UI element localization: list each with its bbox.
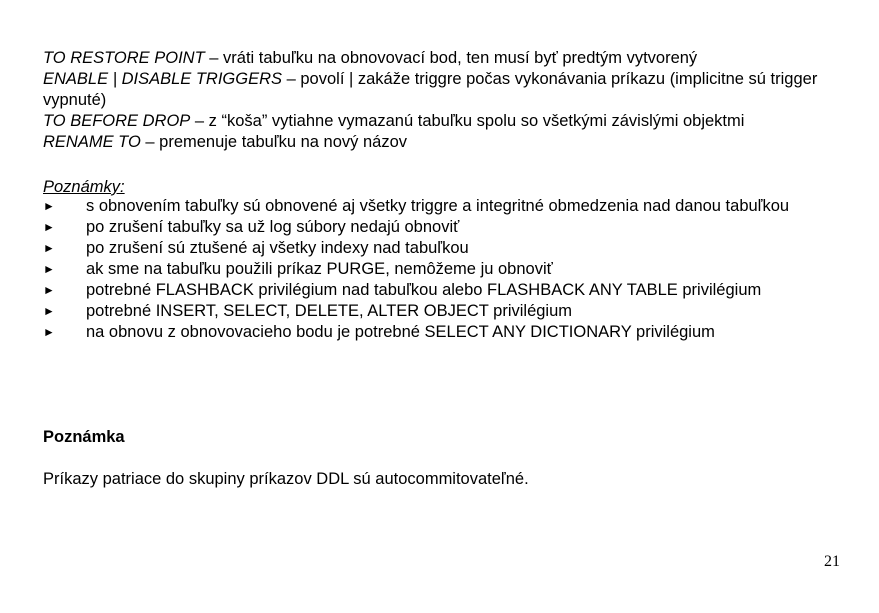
bullet-triangle-icon: ► <box>43 241 55 255</box>
bullet-triangle-icon: ► <box>43 304 55 318</box>
definition-enable-disable-triggers <box>43 69 833 111</box>
list-item-text: na obnovu z obnovovacieho bodu je potrebné SELECT ANY DICTIONARY privilégium <box>86 323 715 341</box>
bullet-triangle-icon: ► <box>43 283 55 297</box>
notes-heading: Poznámky: <box>43 178 125 196</box>
definition-description: – z “koša” vytiahne vymazanú tabuľku spolu so všetkými závislými objektmi <box>190 112 745 130</box>
definition-description: – premenuje tabuľku na nový názov <box>140 133 408 151</box>
list-item-text: po zrušení sú ztušené aj všetky indexy nad tabuľkou <box>86 239 469 257</box>
list-item <box>43 322 853 343</box>
list-item <box>43 196 853 217</box>
list-item-text: potrebné FLASHBACK privilégium nad tabuľkou alebo FLASHBACK ANY TABLE privilégium <box>86 281 762 299</box>
notes-list <box>43 196 853 343</box>
definition-term: RENAME TO <box>43 133 141 151</box>
page-number: 21 <box>824 553 840 570</box>
list-item <box>43 217 853 238</box>
remark-paragraph: Príkazy patriace do skupiny príkazov DDL sú autocommitovateľné. <box>43 470 529 488</box>
definition-term: TO RESTORE POINT <box>43 49 205 67</box>
definition-description: – povolí | zakáže triggre počas vykonávania príkazu (implicitne sú trigger vypnuté) <box>43 70 818 109</box>
remark-heading: Poznámka <box>43 428 125 446</box>
bullet-triangle-icon: ► <box>43 325 55 339</box>
list-item-text: potrebné INSERT, SELECT, DELETE, ALTER OBJECT privilégium <box>86 302 573 320</box>
definition-restore-point <box>43 48 843 69</box>
list-item-text: ak sme na tabuľku použili príkaz PURGE, nemôžeme ju obnoviť <box>86 260 553 278</box>
bullet-triangle-icon: ► <box>43 220 55 234</box>
clause-definitions <box>43 48 843 153</box>
definition-term: ENABLE | DISABLE TRIGGERS <box>43 70 283 88</box>
definition-description: – vráti tabuľku na obnovovací bod, ten musí byť predtým vytvorený <box>204 49 698 67</box>
list-item <box>43 280 853 301</box>
list-item-text: po zrušení tabuľky sa už log súbory nedajú obnoviť <box>86 218 460 236</box>
list-item-text: s obnovením tabuľky sú obnovené aj všetky triggre a integritné obmedzenia nad danou tabuľkou <box>86 197 790 215</box>
list-item <box>43 301 853 322</box>
bullet-triangle-icon: ► <box>43 262 55 276</box>
definition-before-drop <box>43 111 843 132</box>
list-item <box>43 259 853 280</box>
list-item <box>43 238 853 259</box>
definition-rename-to <box>43 132 843 153</box>
bullet-triangle-icon: ► <box>43 199 55 213</box>
definition-term: TO BEFORE DROP <box>43 112 191 130</box>
